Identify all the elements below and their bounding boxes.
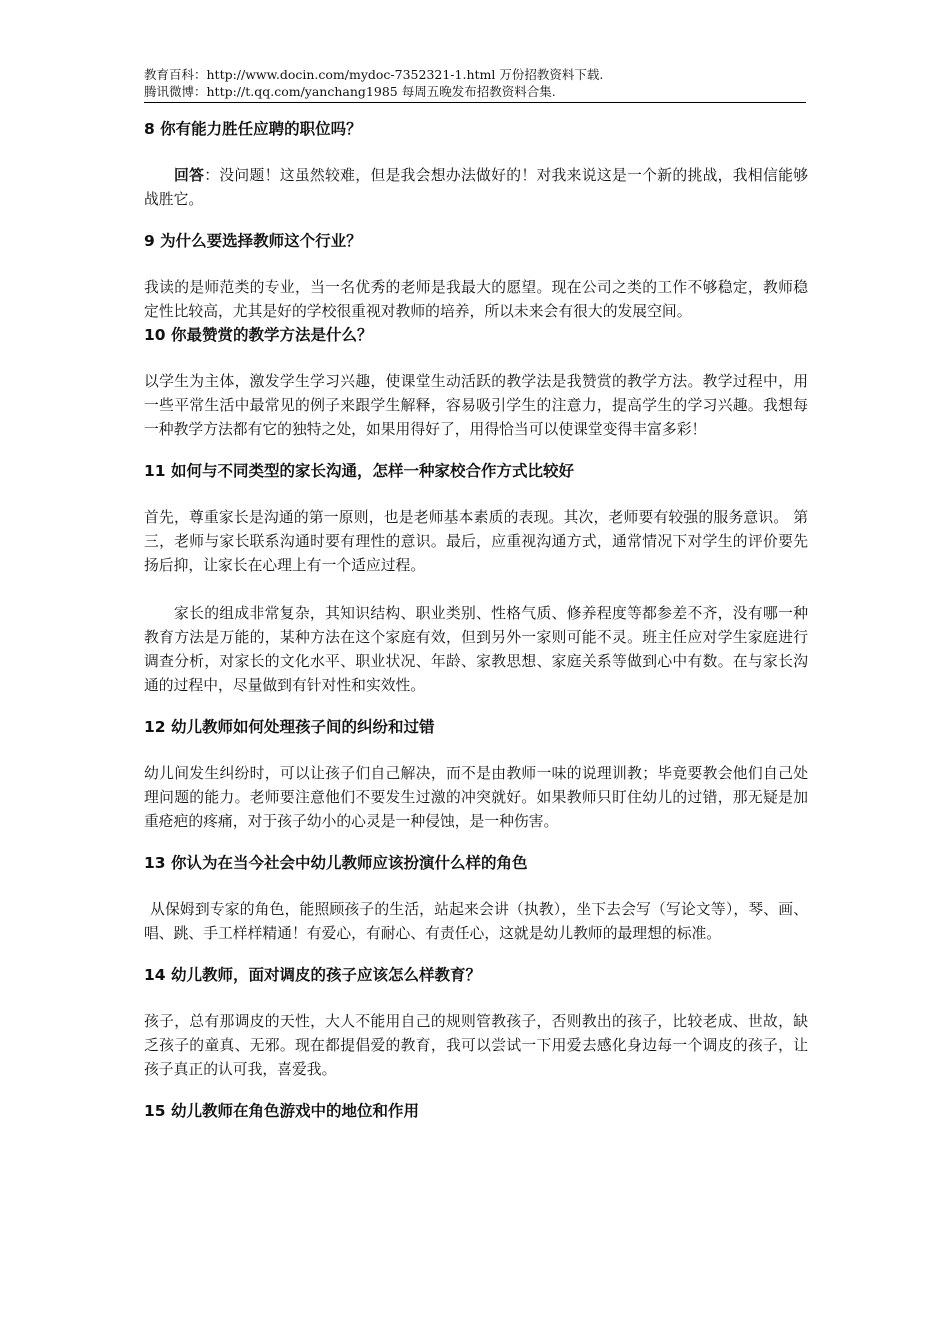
heading-q8: 8 你有能力胜任应聘的职位吗？ (144, 120, 362, 138)
heading-q10: 10 你最赞赏的教学方法是什么？ (144, 326, 373, 344)
document-body (144, 118, 808, 1122)
heading-q13: 13 你认为在当今社会中幼儿教师应该扮演什么样的角色 (144, 854, 528, 872)
paragraph-q12: 幼儿间发生纠纷时，可以让孩子们自己解决，而不是由教师一味的说理训教；毕竟要教会他们自己处理问题的能力。老师要注意他们不要发生过激的冲突就好。如果教师只盯住幼儿的过错，那无疑是加重疮疤的疼痛，对于孩子幼小的心灵是一种侵蚀，是一种伤害。 (144, 765, 808, 830)
heading-q12: 12 幼儿教师如何处理孩子间的纠纷和过错 (144, 718, 435, 736)
header-line-baike: 教育百科：http://www.docin.com/mydoc-7352321-1.html 万份招教资料下载. (144, 67, 604, 82)
paragraph-q9: 我读的是师范类的专业，当一名优秀的老师是我最大的愿望。现在公司之类的工作不够稳定，教师稳定性比较高，尤其是好的学校很重视对教师的培养，所以未来会有很大的发展空间。 (144, 279, 808, 320)
heading-q14: 14 幼儿教师，面对调皮的孩子应该怎么样教育？ (144, 966, 481, 984)
page-header (144, 66, 806, 103)
heading-q11: 11 如何与不同类型的家长沟通，怎样一种家校合作方式比较好 (144, 462, 574, 480)
paragraph-q10: 以学生为主体，激发学生学习兴趣，使课堂生动活跃的教学法是我赞赏的教学方法。教学过程中，用一些平常生活中最常见的例子来跟学生解释，容易吸引学生的注意力，提高学生的学习兴趣。我想每一种教学方法都有它的独特之处，如果用得好了，用得恰当可以使课堂变得丰富多彩！ (144, 373, 808, 438)
answer-label: 回答 (174, 167, 205, 184)
header-line-weibo: 腾讯微博：http://t.qq.com/yanchang1985 每周五晚发布招教资料合集. (144, 84, 556, 99)
paragraph-q13: 从保姆到专家的角色，能照顾孩子的生活，站起来会讲（执教），坐下去会写（写论文等），琴、画、唱、跳、手工样样精通！有爱心，有耐心、有责任心，这就是幼儿教师的最理想的标准。 (144, 901, 808, 942)
heading-q15: 15 幼儿教师在角色游戏中的地位和作用 (144, 1102, 419, 1120)
paragraph-q11-2: 家长的组成非常复杂，其知识结构、职业类别、性格气质、修养程度等都参差不齐，没有哪一种教育方法是万能的，某种方法在这个家庭有效，但到另外一家则可能不灵。班主任应对学生家庭进行调查分析，对家长的文化水平、职业状况、年龄、家教思想、家庭关系等做到心中有数。在与家长沟通的过程中，尽量做到有针对性和实效性。 (144, 605, 808, 694)
heading-q9: 9 为什么要选择教师这个行业？ (144, 232, 362, 250)
paragraph-q14: 孩子，总有那调皮的天性，大人不能用自己的规则管教孩子，否则教出的孩子，比较老成、世故，缺乏孩子的童真、无邪。现在都提倡爱的教育，我可以尝试一下用爱去感化身边每一个调皮的孩子，让孩子真正的认可我，喜爱我。 (144, 1013, 808, 1078)
answer-q8 (144, 164, 808, 212)
answer-q8-text: ：没问题！这虽然较难，但是我会想办法做好的！对我来说这是一个新的挑战，我相信能够战胜它。 (144, 167, 808, 208)
paragraph-q11-1: 首先，尊重家长是沟通的第一原则，也是老师基本素质的表现。其次，老师要有较强的服务意识。 第三，老师与家长联系沟通时要有理性的意识。最后，应重视沟通方式，通常情况下对学生的评价要先扬后抑，让家长在心理上有一个适应过程。 (144, 509, 808, 574)
